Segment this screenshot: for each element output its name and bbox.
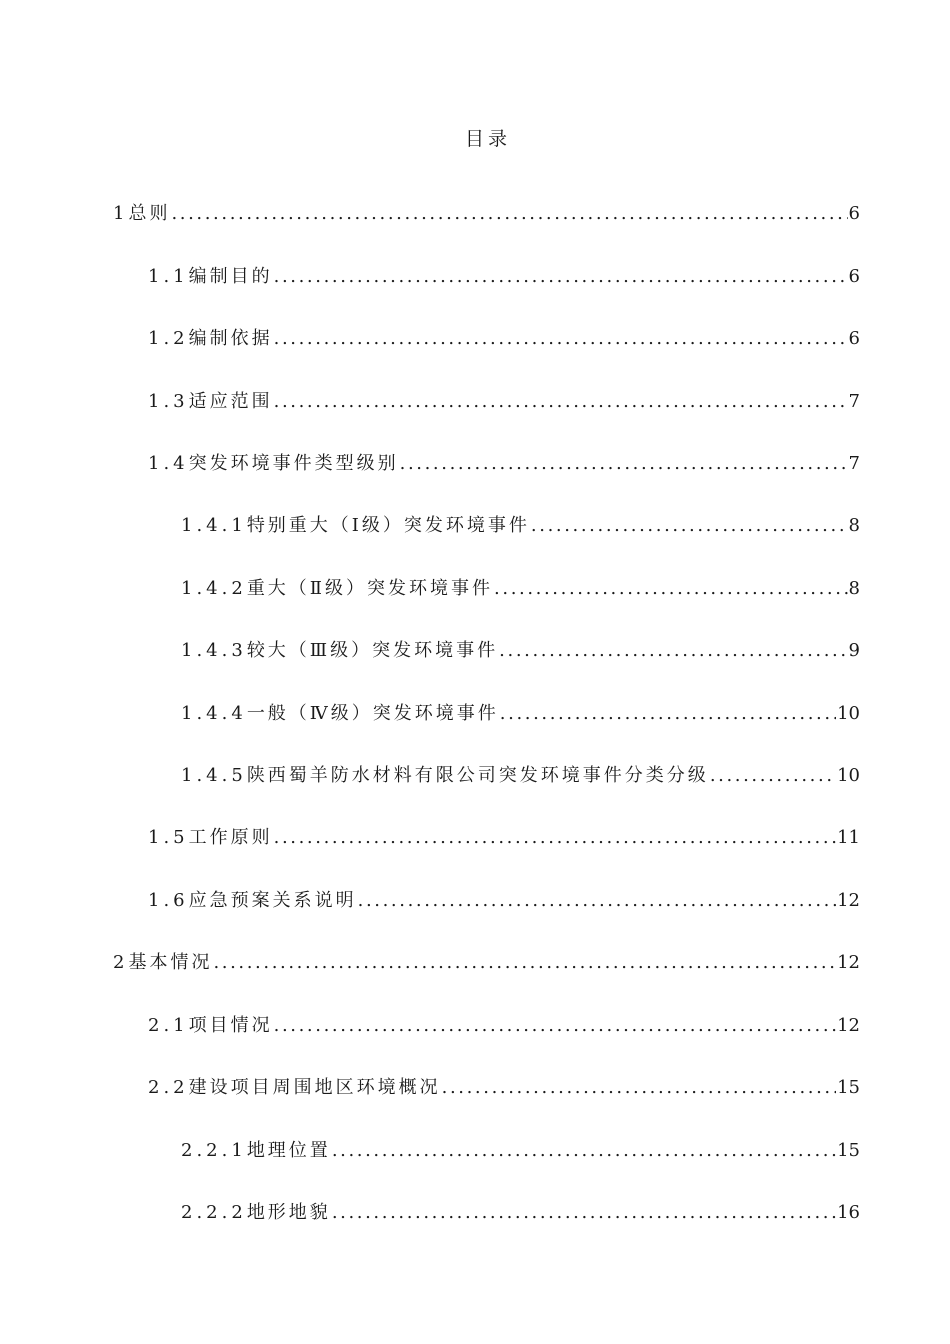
toc-entry-number: 1.1 [148, 266, 189, 287]
toc-entry-2-2-1[interactable] [181, 1136, 860, 1166]
toc-entry-title: 总则 [128, 203, 171, 224]
toc-entry-number: 1.2 [148, 328, 189, 349]
toc-page-number: 6 [848, 266, 860, 287]
toc-entry-title: 建设项目周围地区环境概况 [188, 1077, 441, 1098]
toc-page-number: 6 [848, 328, 860, 349]
toc-entry-number: 1.3 [148, 391, 189, 412]
toc-entry-2-2[interactable] [148, 1073, 860, 1103]
toc-entry-2[interactable] [113, 948, 860, 978]
toc-page-number: 6 [848, 203, 860, 224]
toc-page-number: 7 [848, 453, 860, 474]
toc-dot-leader [499, 636, 847, 666]
toc-entry-number: 2.1 [148, 1015, 189, 1036]
toc-entry-1-3[interactable] [148, 387, 860, 417]
toc-entry-1-2[interactable] [148, 324, 860, 354]
toc-entry-number: 1.4.1 [181, 515, 247, 536]
toc-dot-leader [710, 761, 836, 791]
toc-entry-number: 1.5 [148, 827, 189, 848]
toc-entry-1-4-5[interactable] [181, 761, 860, 791]
toc-entry-1-5[interactable] [148, 823, 860, 853]
toc-entry-title: 应急预案关系说明 [188, 890, 357, 911]
toc-dot-leader [274, 1011, 836, 1041]
toc-entry-number: 1.4.4 [181, 703, 247, 724]
toc-entry-title: 一般（Ⅳ级）突发环境事件 [246, 703, 499, 724]
toc-entry-1-1[interactable] [148, 262, 860, 292]
toc-dot-leader [531, 511, 848, 541]
toc-entry-title: 较大（Ⅲ级）突发环境事件 [246, 640, 499, 661]
toc-dot-leader [274, 262, 848, 292]
toc-entry-number: 2.2.2 [181, 1202, 247, 1223]
toc-entry-title: 突发环境事件类型级别 [188, 453, 399, 474]
toc-entry-2-2-2[interactable] [181, 1198, 860, 1228]
toc-entry-title: 地形地貌 [246, 1202, 331, 1223]
toc-entry-number: 2 [113, 952, 129, 973]
toc-entry-number: 1.4.2 [181, 578, 247, 599]
toc-entry-title: 编制依据 [188, 328, 273, 349]
toc-entry-title: 编制目的 [188, 266, 273, 287]
toc-entry-1-6[interactable] [148, 886, 860, 916]
toc-page-number: 12 [837, 890, 860, 911]
toc-page-number: 11 [837, 827, 860, 848]
toc-dot-leader [358, 886, 836, 916]
toc-page-number: 16 [837, 1202, 860, 1223]
toc-dot-leader [500, 699, 836, 729]
toc-page-number: 10 [837, 765, 860, 786]
page-title: 目录 [464, 128, 511, 150]
toc-dot-leader [171, 199, 847, 229]
toc-entry-2-1[interactable] [148, 1011, 860, 1041]
toc-entry-title: 基本情况 [128, 952, 213, 973]
toc-entry-title: 特别重大（Ⅰ级）突发环境事件 [246, 515, 530, 536]
toc-dot-leader [274, 387, 848, 417]
toc-page-number: 15 [837, 1140, 860, 1161]
toc-page-number: 15 [837, 1077, 860, 1098]
toc-entry-number: 2.2.1 [181, 1140, 247, 1161]
toc-entry-title: 陕西蜀羊防水材料有限公司突发环境事件分类分级 [246, 765, 709, 786]
toc-entry-number: 1.4.5 [181, 765, 247, 786]
toc-dot-leader [400, 449, 848, 479]
toc-page-number: 12 [837, 952, 860, 973]
toc-entry-1-4-1[interactable] [181, 511, 860, 541]
toc-entry-1-4[interactable] [148, 449, 860, 479]
toc-dot-leader [332, 1198, 836, 1228]
toc-entry-1[interactable] [113, 199, 860, 229]
toc-dot-leader [274, 324, 848, 354]
toc-dot-leader [494, 574, 848, 604]
toc-entry-number: 2.2 [148, 1077, 189, 1098]
toc-entry-title: 重大（Ⅱ级）突发环境事件 [246, 578, 494, 599]
toc-page-number: 7 [848, 391, 860, 412]
toc-page-number: 12 [837, 1015, 860, 1036]
toc-dot-leader [332, 1136, 836, 1166]
toc-entry-title: 项目情况 [188, 1015, 273, 1036]
toc-entry-number: 1.6 [148, 890, 189, 911]
toc-page-number: 8 [848, 578, 860, 599]
toc-entry-number: 1.4 [148, 453, 189, 474]
toc-entry-1-4-3[interactable] [181, 636, 860, 666]
toc-entry-title: 地理位置 [246, 1140, 331, 1161]
toc-page-number: 8 [848, 515, 860, 536]
toc-entry-title: 适应范围 [188, 391, 273, 412]
toc-entry-number: 1.4.3 [181, 640, 247, 661]
toc-dot-leader [442, 1073, 836, 1103]
toc-page-number: 9 [848, 640, 860, 661]
toc-page-number: 10 [837, 703, 860, 724]
toc-dot-leader [274, 823, 836, 853]
toc-dot-leader [213, 948, 836, 978]
toc-entry-1-4-4[interactable] [181, 699, 860, 729]
toc-entry-number: 1 [113, 203, 129, 224]
toc-entry-1-4-2[interactable] [181, 574, 860, 604]
toc-entry-title: 工作原则 [188, 827, 273, 848]
